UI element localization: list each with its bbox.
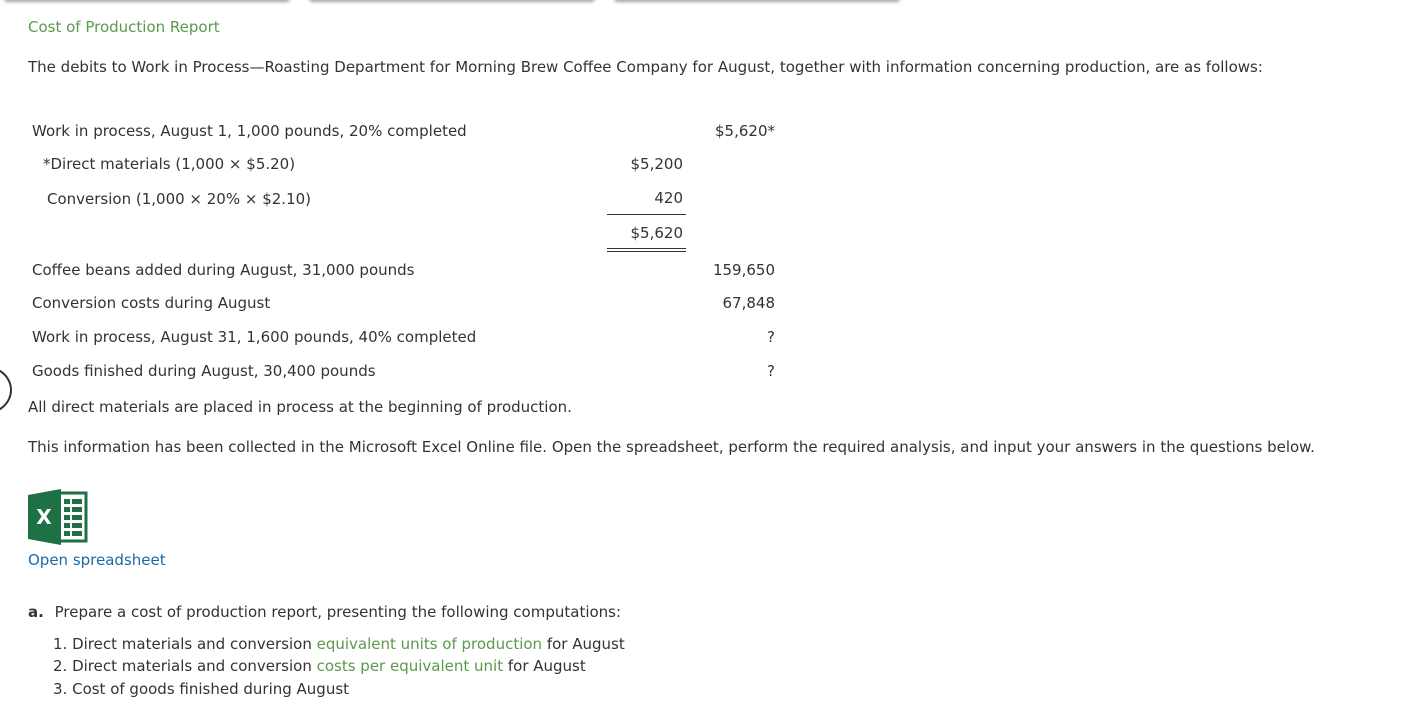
list-item-text-suffix: for August xyxy=(542,635,625,653)
excel-icon[interactable] xyxy=(28,489,88,545)
table-row-label: Work in process, August 1, 1,000 pounds, 20% completed xyxy=(32,122,467,140)
open-spreadsheet-link[interactable]: Open spreadsheet xyxy=(28,551,166,569)
table-row-label: Work in process, August 31, 1,600 pounds, 40% completed xyxy=(32,328,477,346)
table-row-label: Conversion costs during August xyxy=(32,294,271,312)
list-item-number: 3. xyxy=(53,680,68,698)
svg-text:X: X xyxy=(36,505,52,529)
table-row-outer-value: $5,620* xyxy=(715,122,775,140)
table-row-label: Coffee beans added during August, 31,000 pounds xyxy=(32,261,415,279)
glossary-term-link[interactable]: costs per equivalent unit xyxy=(316,657,504,675)
table-row-outer-value: ? xyxy=(767,362,775,380)
table-row-inner-value: $5,200 xyxy=(630,155,683,173)
table-row-outer-value: 159,650 xyxy=(712,261,775,279)
table-row-label: *Direct materials (1,000 × $5.20) xyxy=(43,155,296,173)
list-item-number: 2. xyxy=(53,657,68,675)
section-title: Cost of Production Report xyxy=(28,18,220,36)
side-circle-control[interactable] xyxy=(0,366,12,414)
table-row-label: Conversion (1,000 × 20% × $2.10) xyxy=(47,190,312,208)
list-item xyxy=(53,635,625,653)
list-item xyxy=(53,680,349,698)
excel-note: This information has been collected in the Microsoft Excel Online file. Open the spreadsheet, perform the required analysis, and input your answers in the questions below. xyxy=(28,438,1315,456)
table-row-label: Goods finished during August, 30,400 pounds xyxy=(32,362,376,380)
table-row-outer-value: 67,848 xyxy=(722,294,775,312)
table-row-outer-value: ? xyxy=(767,328,775,346)
glossary-term-link[interactable]: equivalent units of production xyxy=(316,635,543,653)
total-double-rule xyxy=(607,248,686,252)
question-a xyxy=(28,603,621,621)
list-item-text: Direct materials and conversion xyxy=(72,657,317,675)
table-row-inner-total: $5,620 xyxy=(630,224,683,242)
list-item xyxy=(53,657,586,675)
question-letter: a. xyxy=(28,603,44,621)
table-row-inner-value: 420 xyxy=(654,189,683,207)
subtotal-rule xyxy=(607,214,686,215)
list-item-text: Cost of goods finished during August xyxy=(72,680,350,698)
list-item-number: 1. xyxy=(53,635,68,653)
question-prompt: Prepare a cost of production report, presenting the following computations: xyxy=(54,603,622,621)
list-item-text: Direct materials and conversion xyxy=(72,635,317,653)
list-item-text-suffix: for August xyxy=(503,657,586,675)
intro-text: The debits to Work in Process—Roasting Department for Morning Brew Coffee Company for August, together with information concerning production, are as follows: xyxy=(28,58,1263,76)
direct-materials-note: All direct materials are placed in process at the beginning of production. xyxy=(28,398,572,416)
